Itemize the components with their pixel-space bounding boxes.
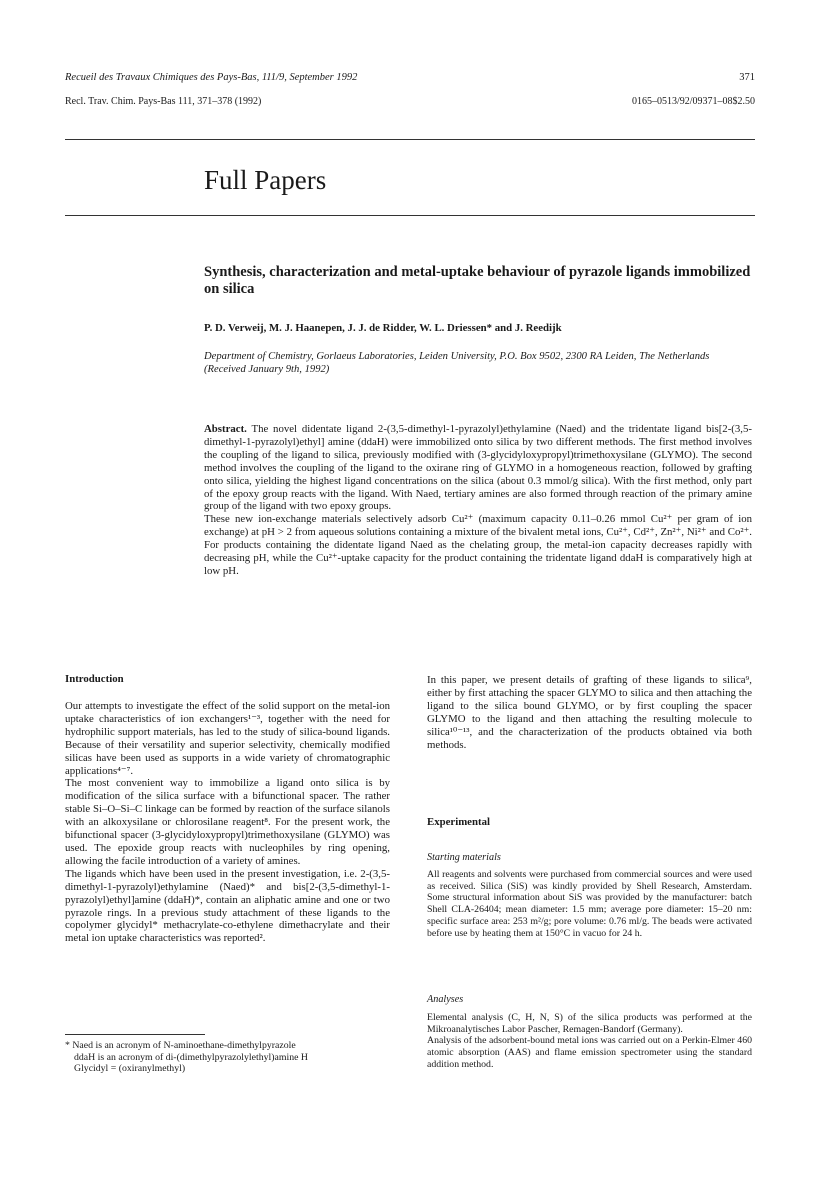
citation: Recl. Trav. Chim. Pays-Bas 111, 371–378 (1992) xyxy=(65,96,262,107)
analyses-heading: Analyses xyxy=(427,994,464,1005)
introduction-heading: Introduction xyxy=(65,673,124,685)
body-paragraph: Elemental analysis (C, H, N, S) of the silica products was performed at the Mikroanalytisches Labor Pascher, Remagen-Bandorf (Germany). xyxy=(427,1012,752,1035)
abstract xyxy=(204,423,752,578)
affiliation: Department of Chemistry, Gorlaeus Laboratories, Leiden University, P.O. Box 9502, 2300 RA Leiden, The Netherlands xyxy=(204,351,710,362)
body-paragraph: Analysis of the adsorbent-bound metal ions was carried out on a Perkin-Elmer 460 atomic absorption (AAS) and flame emission spectrometer using the standard addition method. xyxy=(427,1035,752,1070)
running-header xyxy=(65,72,755,83)
body-paragraph: The most convenient way to immobilize a ligand onto silica is by modification of the silica surface with a bifunctional spacer. The rather stable Si–O–Si–C linkage can be formed by reaction of the surface silanols with an alkoxysilane or chlorosilane reagent⁸. For the present work, the bifunctional spacer (3-glycidyloxypropyl)trimethoxysilane (GLYMO) was used. The epoxide group reacts with nucleophiles by ring opening, allowing the facile introduction of a variety of amines. xyxy=(65,777,390,867)
divider xyxy=(65,139,755,140)
footnote-line: Glycidyl = (oxiranylmethyl) xyxy=(74,1063,186,1075)
abstract-label: Abstract. xyxy=(204,423,247,435)
analyses-text xyxy=(427,1012,752,1071)
divider xyxy=(65,215,755,216)
footnote xyxy=(65,1040,390,1075)
introduction-body xyxy=(65,700,390,945)
body-paragraph: In this paper, we present details of grafting of these ligands to silica⁹, either by first attaching the spacer GLYMO to silica and then attaching the ligand to the silica bound GLYMO, or by first coupling the spacer GLYMO to the ligand and then attaching the resulting molecule to silica¹⁰⁻¹³, and the characterization of the products obtained via both methods. xyxy=(427,674,752,751)
citation-line xyxy=(65,96,755,107)
affiliation-block xyxy=(204,350,752,376)
article-title: Synthesis, characterization and metal-uptake behaviour of pyrazole ligands immobilized on silica xyxy=(204,264,751,297)
footnote-divider xyxy=(65,1034,205,1035)
footnote-line: * Naed is an acronym of N-aminoethane-dimethylpyrazole xyxy=(65,1040,296,1051)
journal-line: Recueil des Travaux Chimiques des Pays-Bas, 111/9, September 1992 xyxy=(65,72,358,83)
abstract-paragraph: These new ion-exchange materials selectively adsorb Cu²⁺ (maximum capacity 0.11–0.26 mmol Cu²⁺ per gram of ion exchange) at pH > 2 from aqueous solutions containing a mixture of the bivalent metal ions, Cu²⁺, Cd²⁺, Zn²⁺, Ni²⁺ and Co²⁺. For products containing the didentate ligand Naed as the chelating group, the metal-ion capacity decreases rapidly with decreasing pH, while the Cu²⁺-uptake capacity for the product containing the tridentate ligand ddaH is comparatively high at low pH. xyxy=(204,513,752,577)
issn-code: 0165–0513/92/09371–08$2.50 xyxy=(631,96,755,107)
footnote-line: ddaH is an acronym of di-(dimethylpyrazolylethyl)amine H xyxy=(74,1051,308,1063)
received-date: (Received January 9th, 1992) xyxy=(204,364,330,375)
starting-materials-text: All reagents and solvents were purchased from commercial sources and were used as received. Silica (SiS) was kindly provided by Shell Research, Amsterdam. Some structural information about SiS was provided by the manufacturer: batch Shell CLA-26404; mean diameter: 1.5 mm; average pore diameter: 15–20 nm: specific surface area: 253 m²/g; pore volume: 0.76 ml/g. The beads were activated before use by heating them at 150°C in vacuo for 24 h. xyxy=(427,869,752,939)
page-number: 371 xyxy=(739,72,755,83)
body-paragraph: Our attempts to investigate the effect of the solid support on the metal-ion uptake characteristics of ion exchangers¹⁻³, together with the need for hydrophilic support materials, has led to the study of silica-bound ligands. Because of their versatility and superior selectivity, chemically modified silicas have been used as supports in a wide variety of chromatographic applications⁴⁻⁷. xyxy=(65,700,390,777)
authors: P. D. Verweij, M. J. Haanepen, J. J. de Ridder, W. L. Driessen* and J. Reedijk xyxy=(204,322,562,334)
section-title: Full Papers xyxy=(204,165,327,195)
introduction-continued xyxy=(427,674,752,751)
starting-materials-heading: Starting materials xyxy=(427,852,501,863)
abstract-paragraph: The novel didentate ligand 2-(3,5-dimethyl-1-pyrazolyl)ethylamine (Naed) and the tridentate ligand bis[2-(3,5-dimethyl-1-pyrazolyl)ethyl] amine (ddaH) were immobilized onto silica by two different methods. The first method involves the coupling of the ligand to silica, previously modified with (3-glycidyloxypropyl)trimethoxysilane (GLYMO). The second method involves the coupling of the ligand to the oxirane ring of GLYMO in a homogeneous reaction, followed by grafting onto silica, yielding the highest ligand concentrations on the silica (about 0.3 mmol/g silica). With the first method, only part of the epoxy group reacts with the ligand. With Naed, tertiary amines are also formed through reaction of the primary amine group of the ligand with two epoxy groups. xyxy=(204,423,752,513)
experimental-heading: Experimental xyxy=(427,816,490,828)
body-paragraph: The ligands which have been used in the present investigation, i.e. 2-(3,5-dimethyl-1-pyrazolyl)ethylamine (Naed)* and bis[2-(3,5-dimethyl-1-pyrazolyl)ethyl]amine (ddaH)*, contain an aliphatic amine and one or two pyrazole rings. In a previous study attachment of these ligands to the copolymer glycidyl* methacrylate-co-ethylene dimethacrylate and their metal ion uptake characteristics was reported². xyxy=(65,867,390,945)
